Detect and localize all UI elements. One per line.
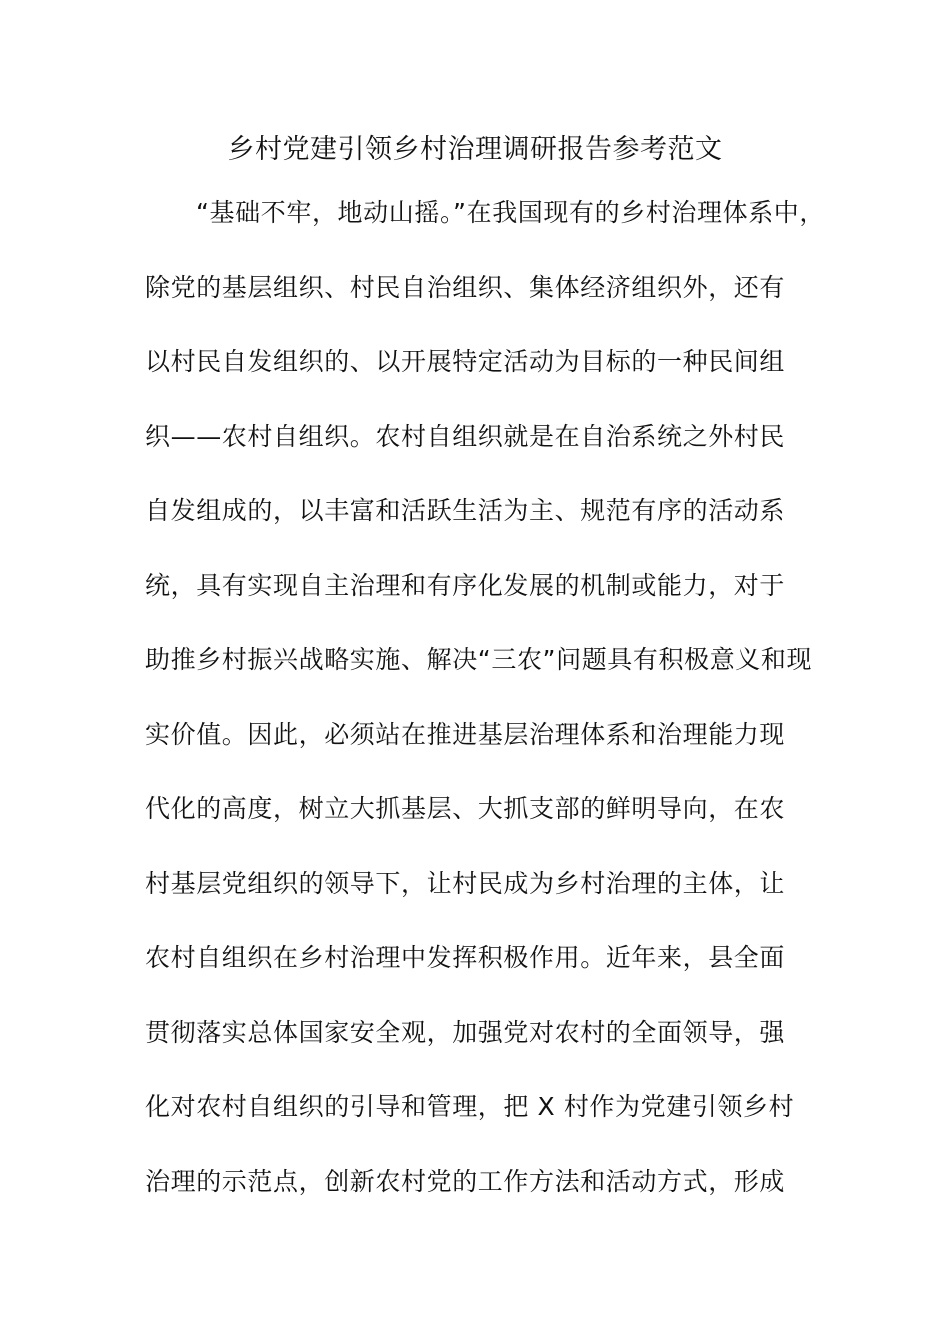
paragraph-line: 代化的高度，树立大抓基层、大抓支部的鲜明导向，在农 bbox=[145, 794, 786, 823]
paragraph-line: 实价值。因此，必须站在推进基层治理体系和治理能力现 bbox=[145, 720, 786, 749]
paragraph-line: 农村自组织在乡村治理中发挥积极作用。近年来，县全面 bbox=[145, 943, 786, 972]
paragraph-line: “基础不牢，地动山摇。”在我国现有的乡村治理体系中， bbox=[196, 198, 826, 227]
paragraph-line: 化对农村自组织的引导和管理，把 X 村作为党建引领乡村 bbox=[145, 1092, 795, 1121]
paragraph-line: 自发组成的，以丰富和活跃生活为主、规范有序的活动系 bbox=[145, 496, 786, 525]
paragraph-line: 贯彻落实总体国家安全观，加强党对农村的全面领导，强 bbox=[145, 1018, 786, 1047]
paragraph-line: 除党的基层组织、村民自治组织、集体经济组织外，还有 bbox=[145, 273, 786, 302]
document-title: 乡村党建引领乡村治理调研报告参考范文 bbox=[227, 134, 723, 165]
paragraph-line: 织——农村自组织。农村自组织就是在自治系统之外村民 bbox=[145, 422, 786, 451]
paragraph-line: 村基层党组织的领导下，让村民成为乡村治理的主体，让 bbox=[145, 869, 786, 898]
paragraph-line: 统，具有实现自主治理和有序化发展的机制或能力，对于 bbox=[145, 571, 786, 600]
paragraph-line: 治理的示范点，创新农村党的工作方法和活动方式，形成 bbox=[145, 1167, 786, 1196]
paragraph-line: 助推乡村振兴战略实施、解决“三农”问题具有积极意义和现 bbox=[145, 645, 813, 674]
paragraph-line: 以村民自发组织的、以开展特定活动为目标的一种民间组 bbox=[145, 347, 786, 376]
